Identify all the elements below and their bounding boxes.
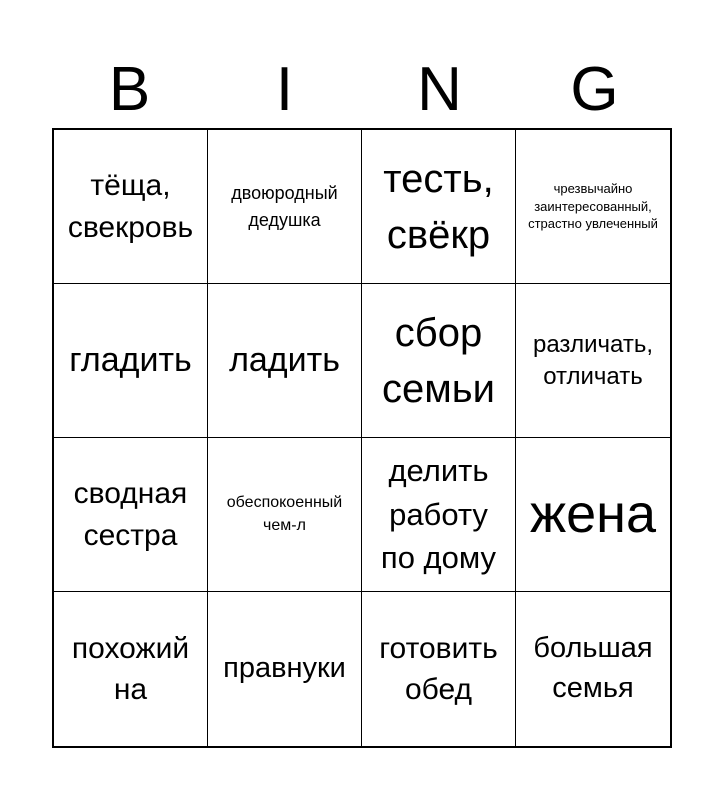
header-letter-n: N <box>417 55 462 124</box>
cell-text: похожий на <box>71 631 190 706</box>
cell-text: сбор семьи <box>382 310 495 411</box>
bingo-cell[interactable] <box>362 284 516 438</box>
cell-text: ладить <box>229 341 340 380</box>
bingo-cell[interactable] <box>516 284 670 438</box>
bingo-cell[interactable] <box>208 284 362 438</box>
cell-text: большая семья <box>533 632 653 704</box>
cell-text: тесть, свёкр <box>383 156 494 257</box>
bingo-board <box>52 128 672 748</box>
cell-text: готовить обед <box>379 631 498 706</box>
bingo-cell[interactable] <box>516 130 670 284</box>
bingo-cell[interactable] <box>208 438 362 592</box>
cell-text: жена <box>529 483 656 544</box>
cell-text: обеспокоенный чем-л <box>226 494 343 534</box>
bingo-cell[interactable] <box>362 592 516 746</box>
bingo-cell[interactable] <box>362 438 516 592</box>
cell-text: тёща, свекровь <box>67 169 194 244</box>
bingo-cell[interactable] <box>208 592 362 746</box>
bingo-header <box>52 48 672 128</box>
bingo-cell[interactable] <box>54 130 208 284</box>
bingo-cell[interactable] <box>516 592 670 746</box>
cell-text: правнуки <box>223 652 346 685</box>
bingo-cell[interactable] <box>54 284 208 438</box>
cell-text: различать, отличать <box>532 331 654 390</box>
cell-text: гладить <box>69 341 192 380</box>
header-letter-i: I <box>275 55 294 124</box>
header-letter-g: G <box>570 55 619 124</box>
bingo-cell[interactable] <box>516 438 670 592</box>
bingo-cell[interactable] <box>208 130 362 284</box>
bingo-cell[interactable] <box>362 130 516 284</box>
bingo-cell[interactable] <box>54 438 208 592</box>
cell-text: двоюродный дедушка <box>231 182 338 230</box>
bingo-cell[interactable] <box>54 592 208 746</box>
cell-text: чрезвычайно заинтересованный, страстно увлеченный <box>528 181 658 232</box>
header-letter-b: B <box>108 55 151 124</box>
cell-text: сводная сестра <box>73 477 188 552</box>
cell-text: делить работу по дому <box>380 453 497 576</box>
